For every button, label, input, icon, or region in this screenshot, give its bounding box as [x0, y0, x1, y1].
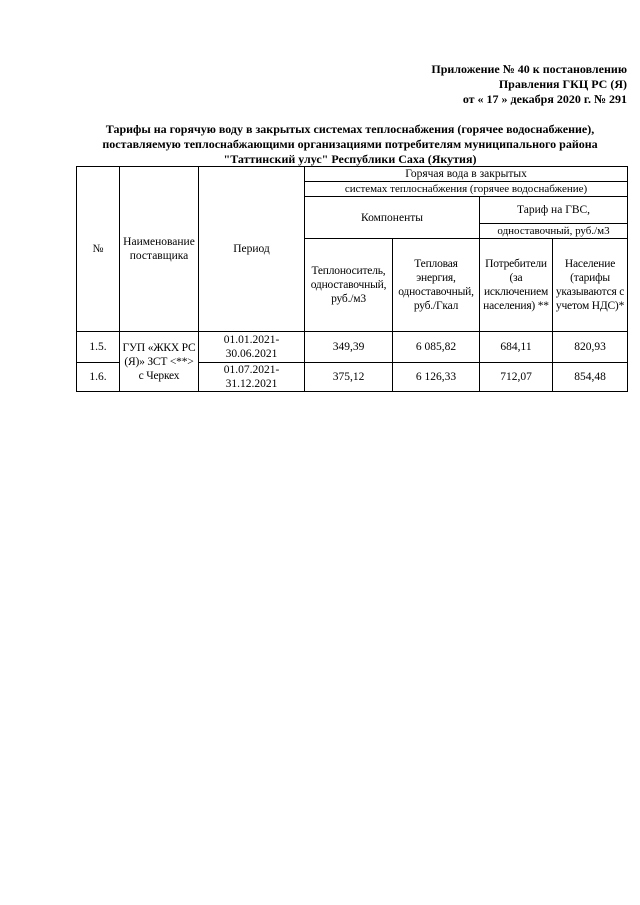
row-consumers: 712,07 [480, 363, 553, 392]
header-tariff-single: одноставочный, руб./м3 [480, 224, 628, 239]
appendix-line-3: от « 17 » декабря 2020 г. № 291 [462, 92, 627, 106]
appendix-header [431, 62, 627, 107]
supplier-cell: ГУП «ЖКХ РС (Я)» ЗСТ <**> с Черкех [120, 332, 199, 392]
title-line-1: Тарифы на горячую воду в закрытых системах теплоснабжения (горячее водоснабжение), [105, 122, 595, 136]
title-line-3: "Таттинский улус" Республики Саха (Якутия) [223, 152, 477, 166]
row-population: 820,93 [553, 332, 628, 363]
header-tariff-gvs: Тариф на ГВС, [480, 197, 628, 224]
document-title [70, 122, 630, 167]
header-heat-carrier: Теплоноситель, одноставочный, руб./м3 [305, 239, 393, 332]
row-heat-carrier: 375,12 [305, 363, 393, 392]
header-period: Период [199, 167, 305, 332]
row-consumers: 684,11 [480, 332, 553, 363]
row-period: 01.01.2021-30.06.2021 [199, 332, 305, 363]
row-number: 1.6. [77, 363, 120, 392]
row-period: 01.07.2021-31.12.2021 [199, 363, 305, 392]
header-number: № [77, 167, 120, 332]
appendix-line-1: Приложение № 40 к постановлению [431, 62, 627, 76]
row-number: 1.5. [77, 332, 120, 363]
header-group-line-1: Горячая вода в закрытых [305, 167, 628, 182]
row-heat-energy: 6 126,33 [393, 363, 480, 392]
appendix-line-2: Правления ГКЦ РС (Я) [498, 77, 627, 91]
row-heat-energy: 6 085,82 [393, 332, 480, 363]
table-row [77, 332, 628, 363]
row-population: 854,48 [553, 363, 628, 392]
row-heat-carrier: 349,39 [305, 332, 393, 363]
header-group-line-2: системах теплоснабжения (горячее водоснабжение) [305, 182, 628, 197]
header-heat-energy: Тепловая энергия, одноставочный, руб./Гкал [393, 239, 480, 332]
title-line-2: поставляемую теплоснабжающими организациями потребителям муниципального района [102, 137, 598, 151]
header-supplier: Наименование поставщика [120, 167, 199, 332]
header-consumers: Потребители (за исключением населения) ** [480, 239, 553, 332]
header-components: Компоненты [305, 197, 480, 239]
header-population: Население (тарифы указываются с учетом НДС)* [553, 239, 628, 332]
tariff-table [76, 166, 628, 392]
